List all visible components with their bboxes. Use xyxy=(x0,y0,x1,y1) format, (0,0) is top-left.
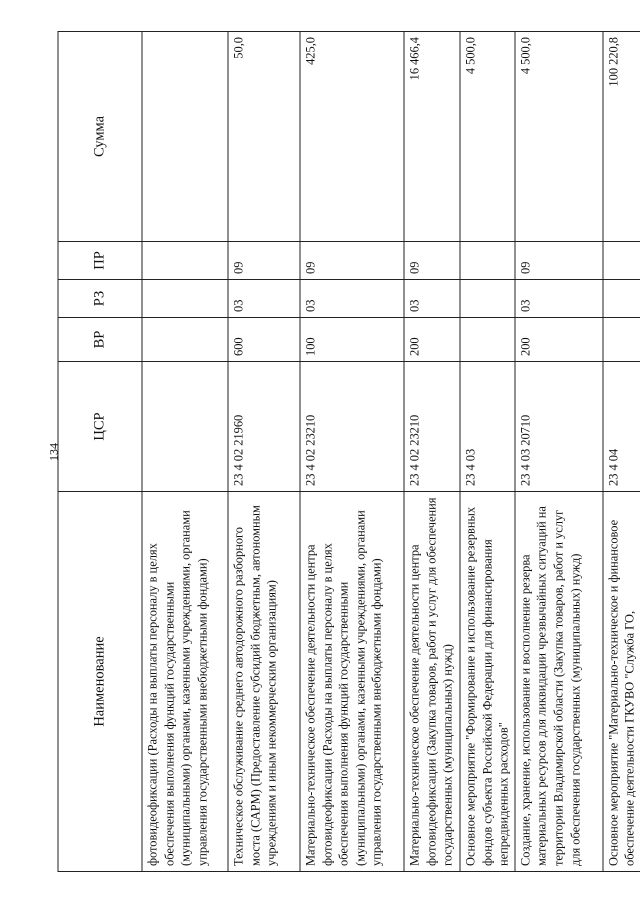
cell-vr: 200 xyxy=(404,318,460,362)
header-name: Наименование xyxy=(58,492,142,872)
cell-name: Создание, хранение, использование и восполнение резерва материальных ресурсов для ликвидации чрезвычайных ситуаций на территории Владимирской области (Закупка товаров, работ и услуг для обеспечения государственных (муниципальных) нужд) xyxy=(515,492,603,872)
table-row xyxy=(515,32,603,872)
cell-pr xyxy=(460,242,515,280)
cell-sum: 50,0 xyxy=(228,32,300,242)
header-sum: Сумма xyxy=(58,32,142,242)
cell-pr xyxy=(603,242,640,280)
header-rz: РЗ xyxy=(58,280,142,318)
cell-pr: 09 xyxy=(228,242,300,280)
cell-rz: 03 xyxy=(228,280,300,318)
cell-sum: 4 500,0 xyxy=(460,32,515,242)
cell-rz xyxy=(603,280,640,318)
cell-csr: 23 4 03 xyxy=(460,362,515,492)
cell-name: фотовидеофиксации (Расходы на выплаты персоналу в целях обеспечения выполнения функций государственными (муниципальными) органами, казенными учреждениями, органами управления государственными внебюджетными фондами) xyxy=(142,492,228,872)
cell-csr: 23 4 02 23210 xyxy=(300,362,404,492)
cell-name: Техническое обслуживание среднего автодорожного разборного моста (САРМ) (Предоставление субсидий бюджетным, автономным учреждениям и иным некоммерческим организациям) xyxy=(228,492,300,872)
table-row xyxy=(142,32,228,872)
page-number: 134 xyxy=(46,443,61,461)
table-row xyxy=(300,32,404,872)
header-csr: ЦСР xyxy=(58,362,142,492)
cell-sum: 100 220,8 xyxy=(603,32,640,242)
table-header-row xyxy=(58,32,142,872)
cell-rz: 03 xyxy=(404,280,460,318)
cell-sum: 16 466,4 xyxy=(404,32,460,242)
cell-csr xyxy=(142,362,228,492)
cell-vr xyxy=(142,318,228,362)
cell-name: Материально-техническое обеспечение деятельности центра фотовидеофиксации (Расходы на выплаты персоналу в целях обеспечения выполнения функций государственными (муниципальными) органами, казенными учреждениями, органами управления государственными внебюджетными фондами) xyxy=(300,492,404,872)
cell-sum xyxy=(142,32,228,242)
table-row xyxy=(228,32,300,872)
header-pr: ПР xyxy=(58,242,142,280)
table-row xyxy=(404,32,460,872)
cell-csr: 23 4 02 23210 xyxy=(404,362,460,492)
budget-table xyxy=(58,31,640,872)
cell-csr: 23 4 02 21960 xyxy=(228,362,300,492)
cell-name: Основное мероприятие "Формирование и использование резервных фондов субъекта Российской Федерации для финансирования непредвиденных расходов" xyxy=(460,492,515,872)
cell-rz: 03 xyxy=(300,280,404,318)
cell-rz xyxy=(142,280,228,318)
header-vr: ВР xyxy=(58,318,142,362)
cell-pr: 09 xyxy=(300,242,404,280)
cell-name: Основное мероприятие "Материально-техническое и финансовое обеспечение деятельности ГКУВО "Служба ГО, xyxy=(603,492,640,872)
cell-sum: 4 500,0 xyxy=(515,32,603,242)
cell-vr: 600 xyxy=(228,318,300,362)
cell-vr: 200 xyxy=(515,318,603,362)
cell-name: Материально-техническое обеспечение деятельности центра фотовидеофиксации (Закупка товаров, работ и услуг для обеспечения государственных (муниципальных) нужд) xyxy=(404,492,460,872)
table-row xyxy=(603,32,640,872)
cell-pr: 09 xyxy=(515,242,603,280)
cell-vr xyxy=(603,318,640,362)
cell-csr: 23 4 03 20710 xyxy=(515,362,603,492)
cell-pr: 09 xyxy=(404,242,460,280)
cell-csr: 23 4 04 xyxy=(603,362,640,492)
cell-rz xyxy=(460,280,515,318)
table-row xyxy=(460,32,515,872)
cell-vr xyxy=(460,318,515,362)
cell-vr: 100 xyxy=(300,318,404,362)
cell-rz: 03 xyxy=(515,280,603,318)
cell-pr xyxy=(142,242,228,280)
rotated-table-container xyxy=(58,32,637,872)
cell-sum: 425,0 xyxy=(300,32,404,242)
